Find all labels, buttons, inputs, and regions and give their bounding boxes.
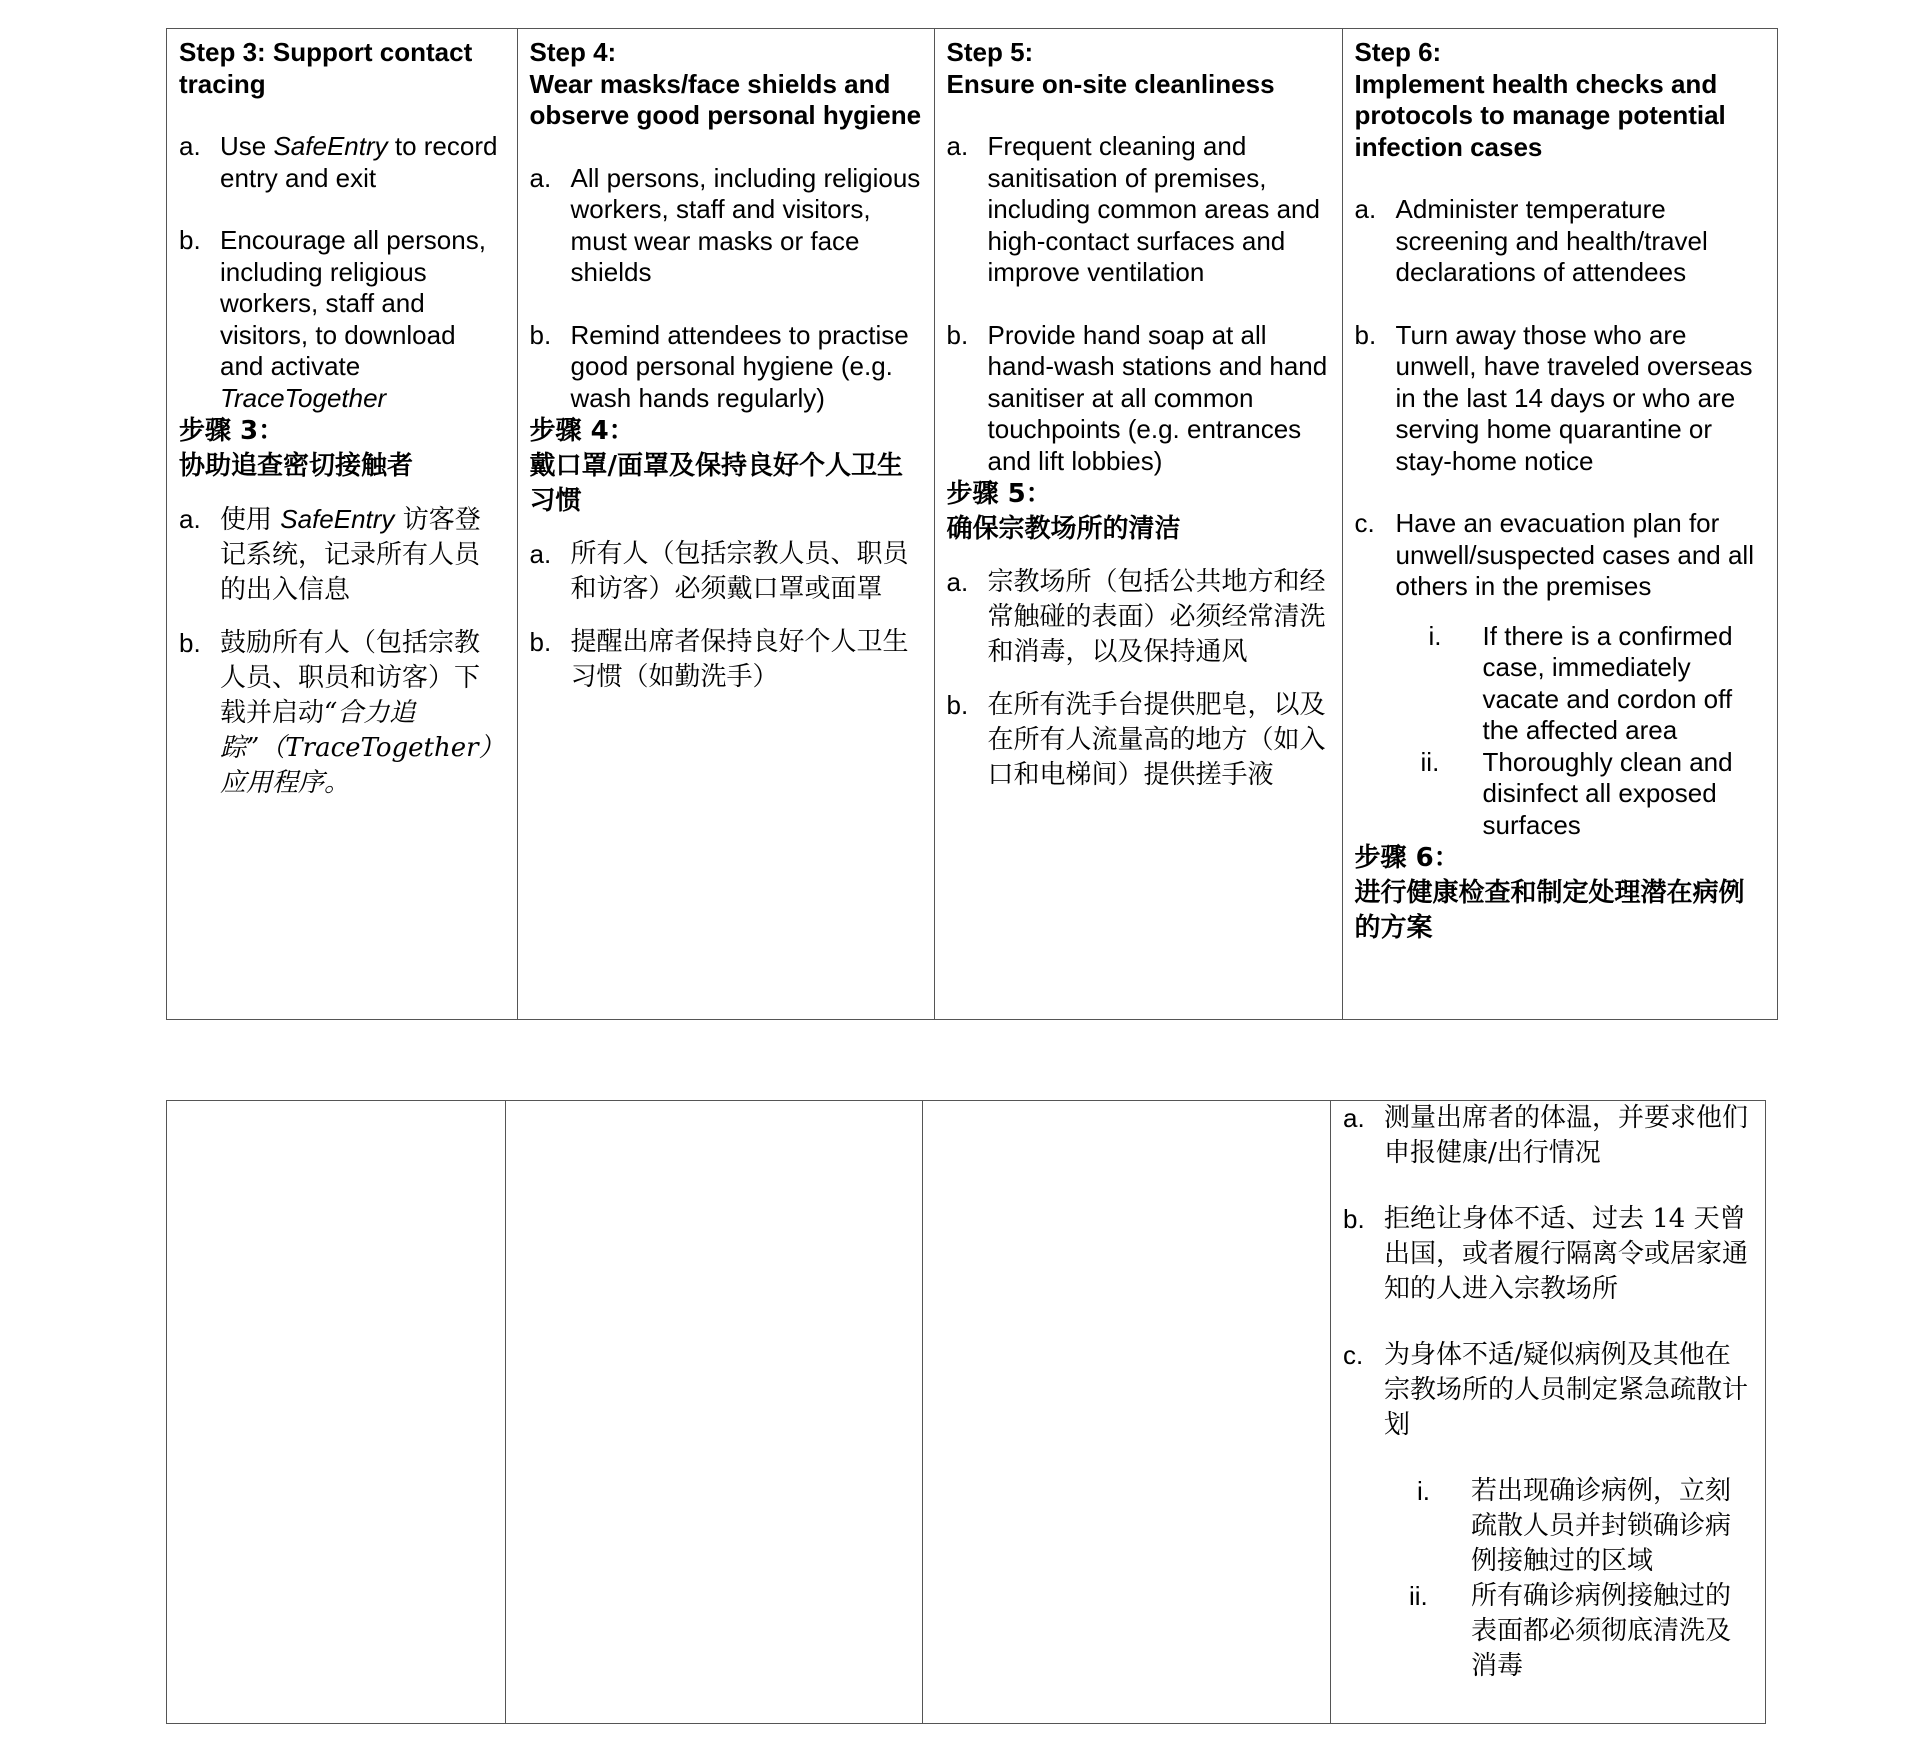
step6-heading-1: Step 6: <box>1354 37 1442 67</box>
step4-heading-1: Step 4: <box>529 37 617 67</box>
step5-cell <box>934 29 1342 1020</box>
step4-zh-heading-2: 戴口罩/面罩及保持良好个人卫生习惯 <box>529 451 904 516</box>
step4-heading-2: Wear masks/face shields and observe good personal hygiene <box>529 68 922 130</box>
step6-item-c: c. Have an evacuation plan for unwell/suspected cases and all others in the premises <box>1354 508 1754 601</box>
step5-item-b: b. Provide hand soap at all hand-wash stations and hand sanitiser at all common touchpoints (e.g. entrances and lift lobbies) <box>946 319 1328 476</box>
step6-item-c-ii: ii. Thoroughly clean and disinfect all exposed surfaces <box>1420 746 1733 840</box>
step6-zh-cell <box>1331 1101 1766 1724</box>
step3-zh-heading-2: 协助追查密切接触者 <box>179 451 414 481</box>
step6-cell <box>1342 29 1777 1020</box>
step5-heading-1: Step 5: <box>946 37 1034 67</box>
empty-cell-col3 <box>923 1101 1331 1724</box>
empty-cell-col2 <box>506 1101 923 1724</box>
step6-zh-item-a: a. 测量出席者的体温，并要求他们申报健康/出行情况 <box>1343 1103 1749 1168</box>
step6-zh-item-b: b. 拒绝让身体不适、过去 14 天曾出国，或者履行隔离令或居家通知的人进入宗教场所 <box>1343 1204 1749 1304</box>
step3-zh-heading-1: 步骤 3： <box>179 416 285 446</box>
step6-zh-item-c-ii: ii. 所有确诊病例接触过的表面都必须彻底清洗及消毒 <box>1409 1581 1732 1681</box>
step4-item-b: b. Remind attendees to practise good personal hygiene (e.g. wash hands regularly) <box>529 319 909 413</box>
step6-item-a: a. Administer temperature screening and health/travel declarations of attendees <box>1354 194 1708 287</box>
step3-item-b: b. Encourage all persons, including religious workers, staff and visitors, to download and activate TraceTogether <box>179 225 486 413</box>
step4-zh-heading-1: 步骤 4： <box>529 416 635 446</box>
step6-item-b: b. Turn away those who are unwell, have traveled overseas in the last 14 days or who are serving home quarantine or stay-home notice <box>1354 319 1753 476</box>
step3-heading: Step 3: Support contact tracing <box>179 37 473 99</box>
step5-zh-heading-2: 确保宗教场所的清洁 <box>946 514 1181 544</box>
step6-heading-2: Implement health checks and protocols to manage potential infection cases <box>1354 68 1726 162</box>
guidelines-table-bottom <box>166 1100 1766 1724</box>
empty-cell-col1 <box>167 1101 506 1724</box>
step6-item-c-i: i. If there is a confirmed case, immediately vacate and cordon off the affected area <box>1428 620 1733 745</box>
step3-zh-item-b: b. 鼓励所有人（包括宗教人员、职员和访客）下载并启动“合力追踪”（TraceTogether）应用程序。 <box>179 628 505 798</box>
step3-cell <box>167 29 518 1020</box>
step4-cell <box>517 29 934 1020</box>
step3-item-a: a. Use SafeEntry to record entry and exit <box>179 131 498 193</box>
step5-item-a: a. Frequent cleaning and sanitisation of premises, including common areas and high-contact surfaces and improve ventilation <box>946 131 1320 287</box>
step6-zh-heading-2: 进行健康检查和制定处理潜在病例的方案 <box>1354 878 1745 943</box>
step6-zh-item-c-i: i. 若出现确诊病例，立刻疏散人员并封锁确诊病例接触过的区域 <box>1417 1476 1732 1576</box>
guidelines-table-top <box>166 28 1778 1020</box>
step4-item-a: a. All persons, including religious workers, staff and visitors, must wear masks or face shields <box>529 162 921 287</box>
step3-zh-item-a: a. 使用 SafeEntry 访客登记系统，记录所有人员的出入信息 <box>179 504 481 605</box>
step5-zh-heading-1: 步骤 5： <box>946 479 1052 509</box>
step5-heading-2: Ensure on-site cleanliness <box>946 68 1275 99</box>
step6-zh-item-c: c. 为身体不适/疑似病例及其他在宗教场所的人员制定紧急疏散计划 <box>1343 1340 1749 1440</box>
step6-zh-heading-1: 步骤 6： <box>1354 843 1460 873</box>
step4-zh-item-b: b. 提醒出席者保持良好个人卫生习惯（如勤洗手） <box>529 627 909 692</box>
step4-zh-item-a: a. 所有人（包括宗教人员、职员和访客）必须戴口罩或面罩 <box>529 539 909 604</box>
step5-zh-item-a: a. 宗教场所（包括公共地方和经常触碰的表面）必须经常清洗和消毒，以及保持通风 <box>946 567 1326 667</box>
step5-zh-item-b: b. 在所有洗手台提供肥皂，以及在所有人流量高的地方（如入口和电梯间）提供搓手液 <box>946 690 1326 790</box>
